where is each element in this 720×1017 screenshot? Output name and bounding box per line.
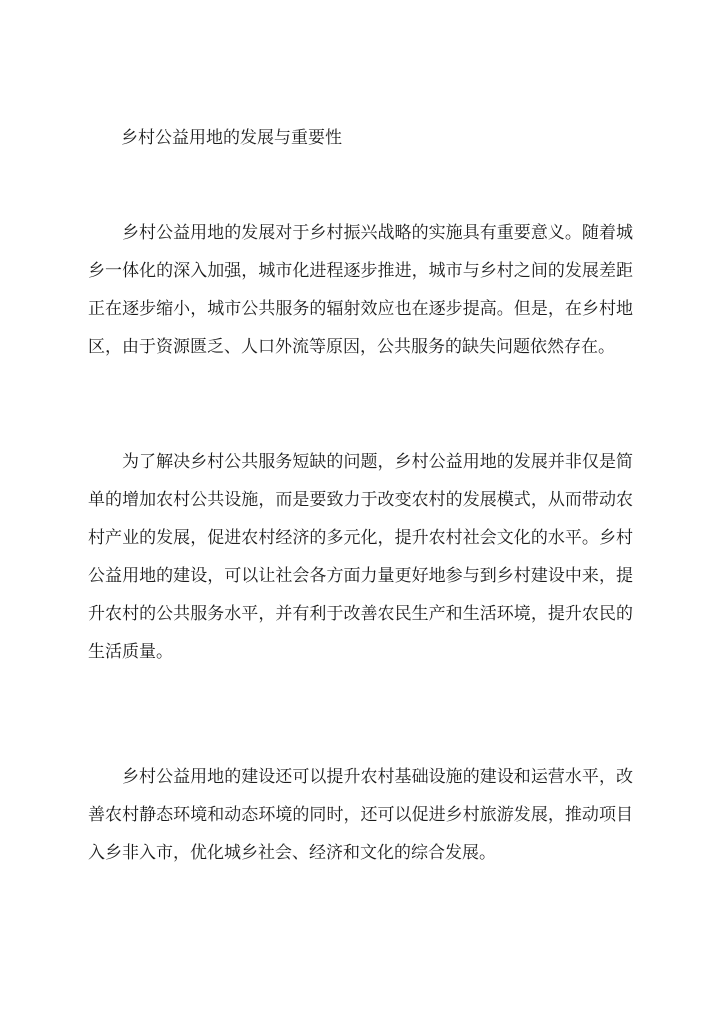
paragraph-2: 为了解决乡村公共服务短缺的问题，乡村公益用地的发展并非仅是简单的增加农村公共设施，而是要致力于改变农村的发展模式，从而带动农村产业的发展，促进农村经济的多元化，提升农村社会文化的水平。乡村公益用地的建设，可以让社会各方面力量更好地参与到乡村建设中来，提升农村的公共服务水平，并有利于改善农民生产和生活环境，提升农民的生活质量。 [88, 452, 633, 662]
paragraph-3: 乡村公益用地的建设还可以提升农村基础设施的建设和运营水平，改善农村静态环境和动态环境的同时，还可以促进乡村旅游发展，推动项目入乡非入市，优化城乡社会、经济和文化的综合发展。 [88, 767, 633, 863]
document-title: 乡村公益用地的发展与重要性 [121, 128, 342, 148]
paragraph-1: 乡村公益用地的发展对于乡村振兴战略的实施具有重要意义。随着城乡一体化的深入加强，城市化进程逐步推进，城市与乡村之间的发展差距正在逐步缩小，城市公共服务的辐射效应也在逐步提高。但是，在乡村地区，由于资源匮乏、人口外流等原因，公共服务的缺失问题依然存在。 [88, 223, 633, 357]
